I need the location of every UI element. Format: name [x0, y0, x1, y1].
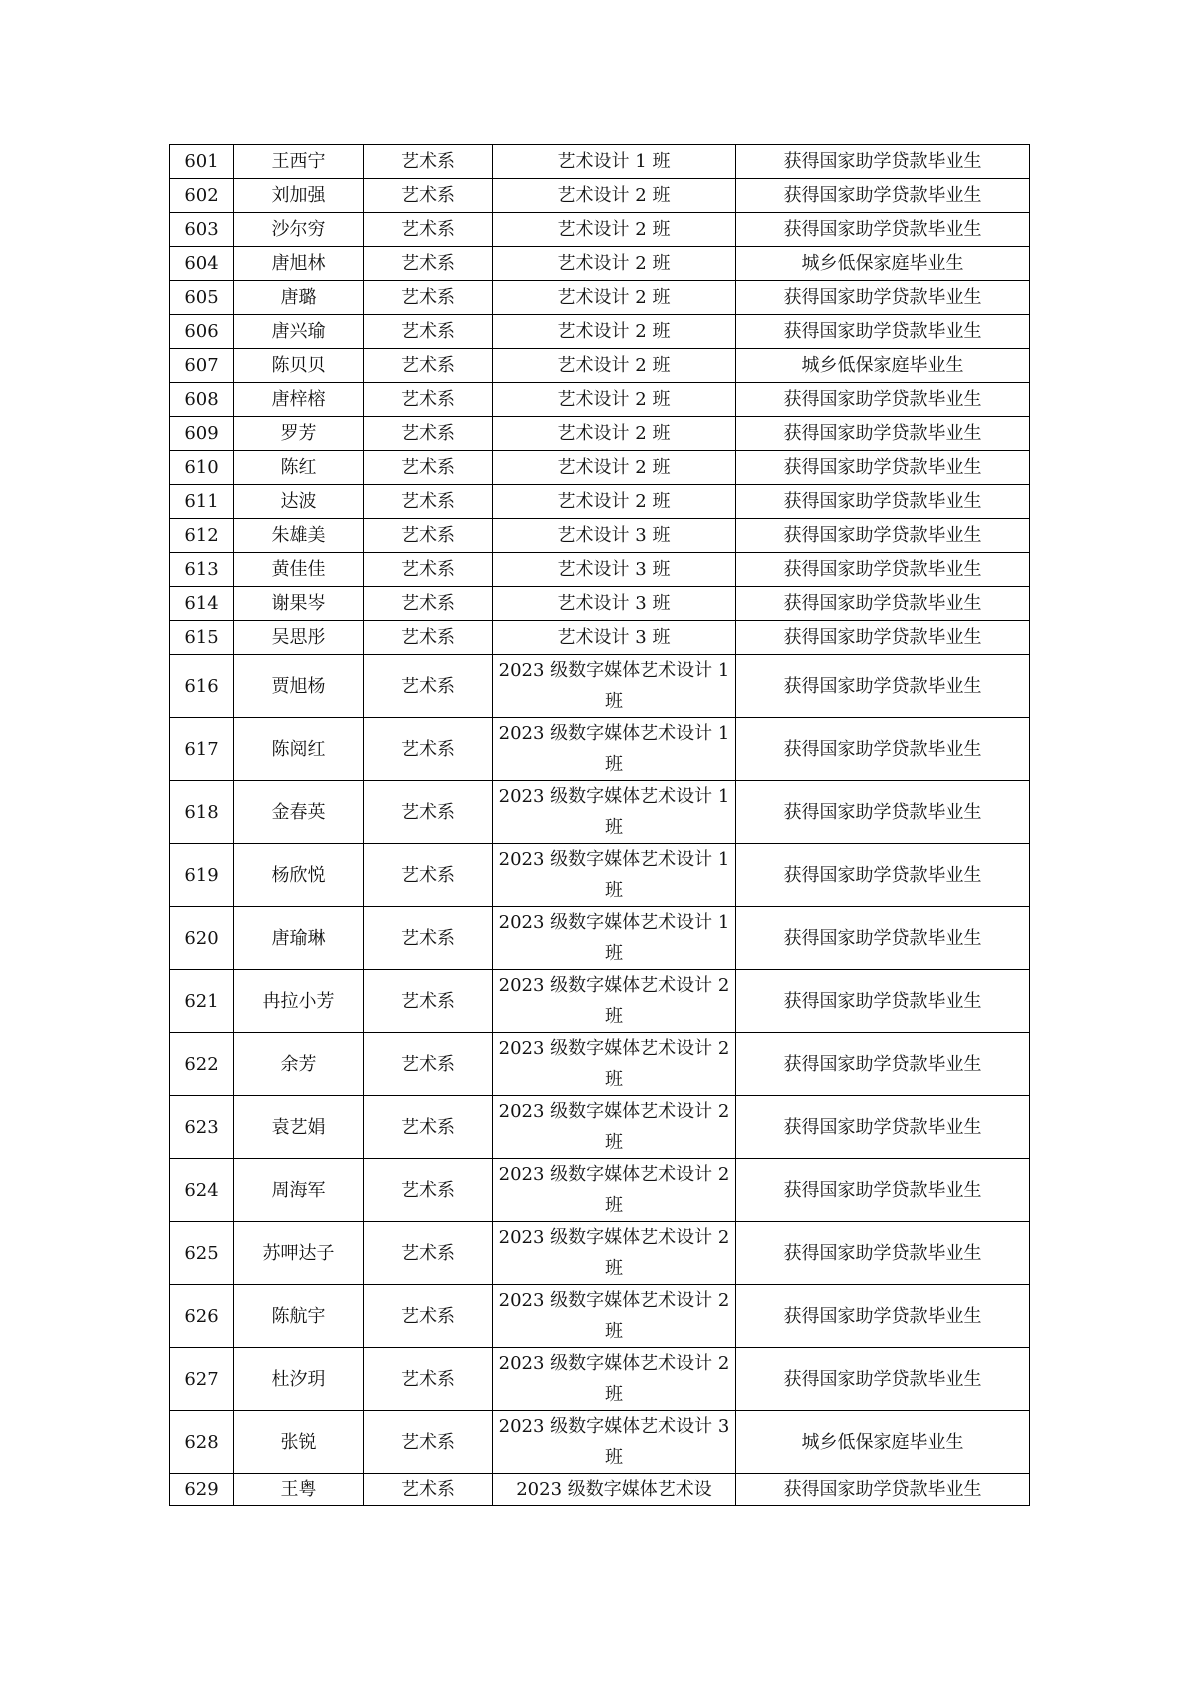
department-cell: 艺术系 — [364, 553, 493, 587]
class-name-cell — [493, 655, 736, 718]
assistance-type-cell: 获得国家助学贷款毕业生 — [736, 383, 1030, 417]
student-name-cell: 陈阅红 — [234, 718, 364, 781]
row-number-cell: 626 — [170, 1285, 234, 1348]
department-cell: 艺术系 — [364, 1033, 493, 1096]
table-row — [170, 781, 1030, 844]
class-name-cell — [493, 519, 736, 553]
table-row — [170, 213, 1030, 247]
student-name-cell: 朱雄美 — [234, 519, 364, 553]
department-cell: 艺术系 — [364, 844, 493, 907]
table-row — [170, 349, 1030, 383]
department-cell: 艺术系 — [364, 655, 493, 718]
department-cell: 艺术系 — [364, 213, 493, 247]
student-name-cell: 贾旭杨 — [234, 655, 364, 718]
student-name-cell: 杨欣悦 — [234, 844, 364, 907]
table-row — [170, 1033, 1030, 1096]
row-number-cell: 625 — [170, 1222, 234, 1285]
department-cell: 艺术系 — [364, 1411, 493, 1474]
department-cell: 艺术系 — [364, 417, 493, 451]
student-name-cell: 刘加强 — [234, 179, 364, 213]
table-row — [170, 417, 1030, 451]
department-cell: 艺术系 — [364, 519, 493, 553]
assistance-type-cell: 获得国家助学贷款毕业生 — [736, 655, 1030, 718]
row-number-cell: 619 — [170, 844, 234, 907]
class-name-cell — [493, 247, 736, 281]
student-roster-table — [169, 144, 1030, 1506]
student-name-cell: 金春英 — [234, 781, 364, 844]
class-name-cell — [493, 349, 736, 383]
student-name-cell: 张锐 — [234, 1411, 364, 1474]
class-name-cell — [493, 315, 736, 349]
class-name: 艺术设计 2 班 — [557, 185, 671, 206]
class-name: 艺术设计 2 班 — [557, 423, 671, 444]
assistance-type-cell: 获得国家助学贷款毕业生 — [736, 213, 1030, 247]
department-cell: 艺术系 — [364, 179, 493, 213]
assistance-type-cell: 获得国家助学贷款毕业生 — [736, 417, 1030, 451]
table-row — [170, 587, 1030, 621]
class-name: 艺术设计 2 班 — [557, 355, 671, 376]
class-name: 艺术设计 2 班 — [557, 491, 671, 512]
department-cell: 艺术系 — [364, 970, 493, 1033]
department-cell: 艺术系 — [364, 451, 493, 485]
row-number-cell: 616 — [170, 655, 234, 718]
row-number-cell: 601 — [170, 145, 234, 179]
department-cell: 艺术系 — [364, 281, 493, 315]
table-row — [170, 621, 1030, 655]
class-name: 艺术设计 2 班 — [557, 219, 671, 240]
row-number-cell: 611 — [170, 485, 234, 519]
department-cell: 艺术系 — [364, 1159, 493, 1222]
department-cell: 艺术系 — [364, 1474, 493, 1506]
row-number-cell: 621 — [170, 970, 234, 1033]
student-name-cell: 陈红 — [234, 451, 364, 485]
row-number-cell: 618 — [170, 781, 234, 844]
assistance-type-cell: 获得国家助学贷款毕业生 — [736, 844, 1030, 907]
row-number-cell: 607 — [170, 349, 234, 383]
table-row — [170, 718, 1030, 781]
row-number-cell: 614 — [170, 587, 234, 621]
assistance-type-cell: 城乡低保家庭毕业生 — [736, 349, 1030, 383]
student-name-cell: 王粤 — [234, 1474, 364, 1506]
assistance-type-cell: 获得国家助学贷款毕业生 — [736, 485, 1030, 519]
department-cell: 艺术系 — [364, 907, 493, 970]
department-cell: 艺术系 — [364, 1348, 493, 1411]
row-number-cell: 628 — [170, 1411, 234, 1474]
row-number-cell: 613 — [170, 553, 234, 587]
department-cell: 艺术系 — [364, 587, 493, 621]
class-name-cell — [493, 718, 736, 781]
table-row — [170, 315, 1030, 349]
department-cell: 艺术系 — [364, 781, 493, 844]
row-number-cell: 604 — [170, 247, 234, 281]
assistance-type-cell: 获得国家助学贷款毕业生 — [736, 315, 1030, 349]
assistance-type-cell: 获得国家助学贷款毕业生 — [736, 1096, 1030, 1159]
row-number-cell: 612 — [170, 519, 234, 553]
class-name-cell — [493, 1285, 736, 1348]
assistance-type-cell: 城乡低保家庭毕业生 — [736, 1411, 1030, 1474]
row-number-cell: 624 — [170, 1159, 234, 1222]
assistance-type-cell: 获得国家助学贷款毕业生 — [736, 781, 1030, 844]
class-name-cell — [493, 587, 736, 621]
department-cell: 艺术系 — [364, 145, 493, 179]
row-number-cell: 620 — [170, 907, 234, 970]
row-number-cell: 627 — [170, 1348, 234, 1411]
class-name-cell — [493, 213, 736, 247]
department-cell: 艺术系 — [364, 315, 493, 349]
class-name-cell — [493, 621, 736, 655]
class-name-cell — [493, 1159, 736, 1222]
assistance-type-cell: 获得国家助学贷款毕业生 — [736, 145, 1030, 179]
class-name-cell — [493, 145, 736, 179]
class-name-cell — [493, 417, 736, 451]
assistance-type-cell: 获得国家助学贷款毕业生 — [736, 519, 1030, 553]
class-name-cell — [493, 383, 736, 417]
assistance-type-cell: 获得国家助学贷款毕业生 — [736, 553, 1030, 587]
assistance-type-cell: 获得国家助学贷款毕业生 — [736, 621, 1030, 655]
student-name-cell: 陈贝贝 — [234, 349, 364, 383]
class-name: 艺术设计 2 班 — [557, 287, 671, 308]
class-name-cell — [493, 970, 736, 1033]
student-name-cell: 唐璐 — [234, 281, 364, 315]
assistance-type-cell: 获得国家助学贷款毕业生 — [736, 1222, 1030, 1285]
class-name: 2023 级数字媒体艺术设计 1 班 — [498, 786, 730, 838]
department-cell: 艺术系 — [364, 621, 493, 655]
class-name-cell — [493, 1033, 736, 1096]
student-name-cell: 沙尔穷 — [234, 213, 364, 247]
table-row — [170, 907, 1030, 970]
class-name: 艺术设计 2 班 — [557, 321, 671, 342]
class-name: 2023 级数字媒体艺术设计 1 班 — [498, 660, 730, 712]
class-name: 2023 级数字媒体艺术设计 2 班 — [498, 1101, 730, 1153]
department-cell: 艺术系 — [364, 718, 493, 781]
class-name-cell — [493, 1096, 736, 1159]
table-row — [170, 1348, 1030, 1411]
class-name: 艺术设计 3 班 — [557, 525, 671, 546]
class-name: 艺术设计 3 班 — [557, 627, 671, 648]
assistance-type-cell: 获得国家助学贷款毕业生 — [736, 1033, 1030, 1096]
class-name-cell — [493, 1348, 736, 1411]
class-name-cell — [493, 1474, 736, 1506]
department-cell: 艺术系 — [364, 247, 493, 281]
table-row — [170, 1285, 1030, 1348]
department-cell: 艺术系 — [364, 349, 493, 383]
class-name: 艺术设计 3 班 — [557, 593, 671, 614]
table-row — [170, 844, 1030, 907]
table-row — [170, 1222, 1030, 1285]
student-name-cell: 余芳 — [234, 1033, 364, 1096]
class-name-cell — [493, 907, 736, 970]
class-name: 2023 级数字媒体艺术设计 2 班 — [498, 975, 730, 1027]
table-row — [170, 281, 1030, 315]
class-name-cell — [493, 844, 736, 907]
class-name-cell — [493, 781, 736, 844]
assistance-type-cell: 获得国家助学贷款毕业生 — [736, 907, 1030, 970]
row-number-cell: 629 — [170, 1474, 234, 1506]
student-name-cell: 周海军 — [234, 1159, 364, 1222]
row-number-cell: 615 — [170, 621, 234, 655]
assistance-type-cell: 获得国家助学贷款毕业生 — [736, 1159, 1030, 1222]
class-name: 2023 级数字媒体艺术设 — [516, 1479, 712, 1500]
table-row — [170, 1474, 1030, 1506]
assistance-type-cell: 获得国家助学贷款毕业生 — [736, 1348, 1030, 1411]
class-name: 2023 级数字媒体艺术设计 2 班 — [498, 1353, 730, 1405]
assistance-type-cell: 获得国家助学贷款毕业生 — [736, 718, 1030, 781]
student-name-cell: 唐旭林 — [234, 247, 364, 281]
department-cell: 艺术系 — [364, 383, 493, 417]
table-row — [170, 970, 1030, 1033]
class-name: 艺术设计 1 班 — [557, 151, 671, 172]
student-name-cell: 袁艺娟 — [234, 1096, 364, 1159]
row-number-cell: 622 — [170, 1033, 234, 1096]
class-name-cell — [493, 1411, 736, 1474]
table-row — [170, 145, 1030, 179]
table-row — [170, 383, 1030, 417]
assistance-type-cell: 获得国家助学贷款毕业生 — [736, 1474, 1030, 1506]
class-name-cell — [493, 553, 736, 587]
table-row — [170, 485, 1030, 519]
row-number-cell: 606 — [170, 315, 234, 349]
student-name-cell: 达波 — [234, 485, 364, 519]
class-name: 2023 级数字媒体艺术设计 1 班 — [498, 849, 730, 901]
class-name-cell — [493, 451, 736, 485]
student-name-cell: 唐梓榕 — [234, 383, 364, 417]
department-cell: 艺术系 — [364, 485, 493, 519]
class-name: 2023 级数字媒体艺术设计 1 班 — [498, 912, 730, 964]
student-name-cell: 黄佳佳 — [234, 553, 364, 587]
class-name: 艺术设计 2 班 — [557, 457, 671, 478]
table-row — [170, 451, 1030, 485]
department-cell: 艺术系 — [364, 1222, 493, 1285]
student-name-cell: 冉拉小芳 — [234, 970, 364, 1033]
table-row — [170, 655, 1030, 718]
assistance-type-cell: 城乡低保家庭毕业生 — [736, 247, 1030, 281]
table-row — [170, 247, 1030, 281]
row-number-cell: 609 — [170, 417, 234, 451]
row-number-cell: 617 — [170, 718, 234, 781]
assistance-type-cell: 获得国家助学贷款毕业生 — [736, 451, 1030, 485]
department-cell: 艺术系 — [364, 1096, 493, 1159]
student-name-cell: 苏呷达子 — [234, 1222, 364, 1285]
assistance-type-cell: 获得国家助学贷款毕业生 — [736, 179, 1030, 213]
table-row — [170, 1096, 1030, 1159]
class-name: 2023 级数字媒体艺术设计 2 班 — [498, 1164, 730, 1216]
class-name: 艺术设计 2 班 — [557, 389, 671, 410]
student-name-cell: 杜汐玥 — [234, 1348, 364, 1411]
class-name: 2023 级数字媒体艺术设计 2 班 — [498, 1227, 730, 1279]
assistance-type-cell: 获得国家助学贷款毕业生 — [736, 587, 1030, 621]
student-name-cell: 陈航宇 — [234, 1285, 364, 1348]
row-number-cell: 623 — [170, 1096, 234, 1159]
row-number-cell: 602 — [170, 179, 234, 213]
class-name: 艺术设计 3 班 — [557, 559, 671, 580]
row-number-cell: 610 — [170, 451, 234, 485]
student-name-cell: 王西宁 — [234, 145, 364, 179]
class-name: 艺术设计 2 班 — [557, 253, 671, 274]
table-row — [170, 179, 1030, 213]
class-name: 2023 级数字媒体艺术设计 1 班 — [498, 723, 730, 775]
student-name-cell: 唐兴瑜 — [234, 315, 364, 349]
class-name: 2023 级数字媒体艺术设计 2 班 — [498, 1290, 730, 1342]
student-name-cell: 吴思彤 — [234, 621, 364, 655]
class-name: 2023 级数字媒体艺术设计 3 班 — [498, 1416, 730, 1468]
student-name-cell: 谢果岑 — [234, 587, 364, 621]
class-name-cell — [493, 281, 736, 315]
row-number-cell: 605 — [170, 281, 234, 315]
table-row — [170, 519, 1030, 553]
assistance-type-cell: 获得国家助学贷款毕业生 — [736, 970, 1030, 1033]
student-name-cell: 罗芳 — [234, 417, 364, 451]
class-name-cell — [493, 179, 736, 213]
table-row — [170, 1411, 1030, 1474]
department-cell: 艺术系 — [364, 1285, 493, 1348]
assistance-type-cell: 获得国家助学贷款毕业生 — [736, 281, 1030, 315]
table-row — [170, 553, 1030, 587]
class-name-cell — [493, 485, 736, 519]
row-number-cell: 608 — [170, 383, 234, 417]
roster-body — [170, 145, 1030, 1506]
assistance-type-cell: 获得国家助学贷款毕业生 — [736, 1285, 1030, 1348]
student-name-cell: 唐瑜琳 — [234, 907, 364, 970]
class-name-cell — [493, 1222, 736, 1285]
row-number-cell: 603 — [170, 213, 234, 247]
table-row — [170, 1159, 1030, 1222]
class-name: 2023 级数字媒体艺术设计 2 班 — [498, 1038, 730, 1090]
